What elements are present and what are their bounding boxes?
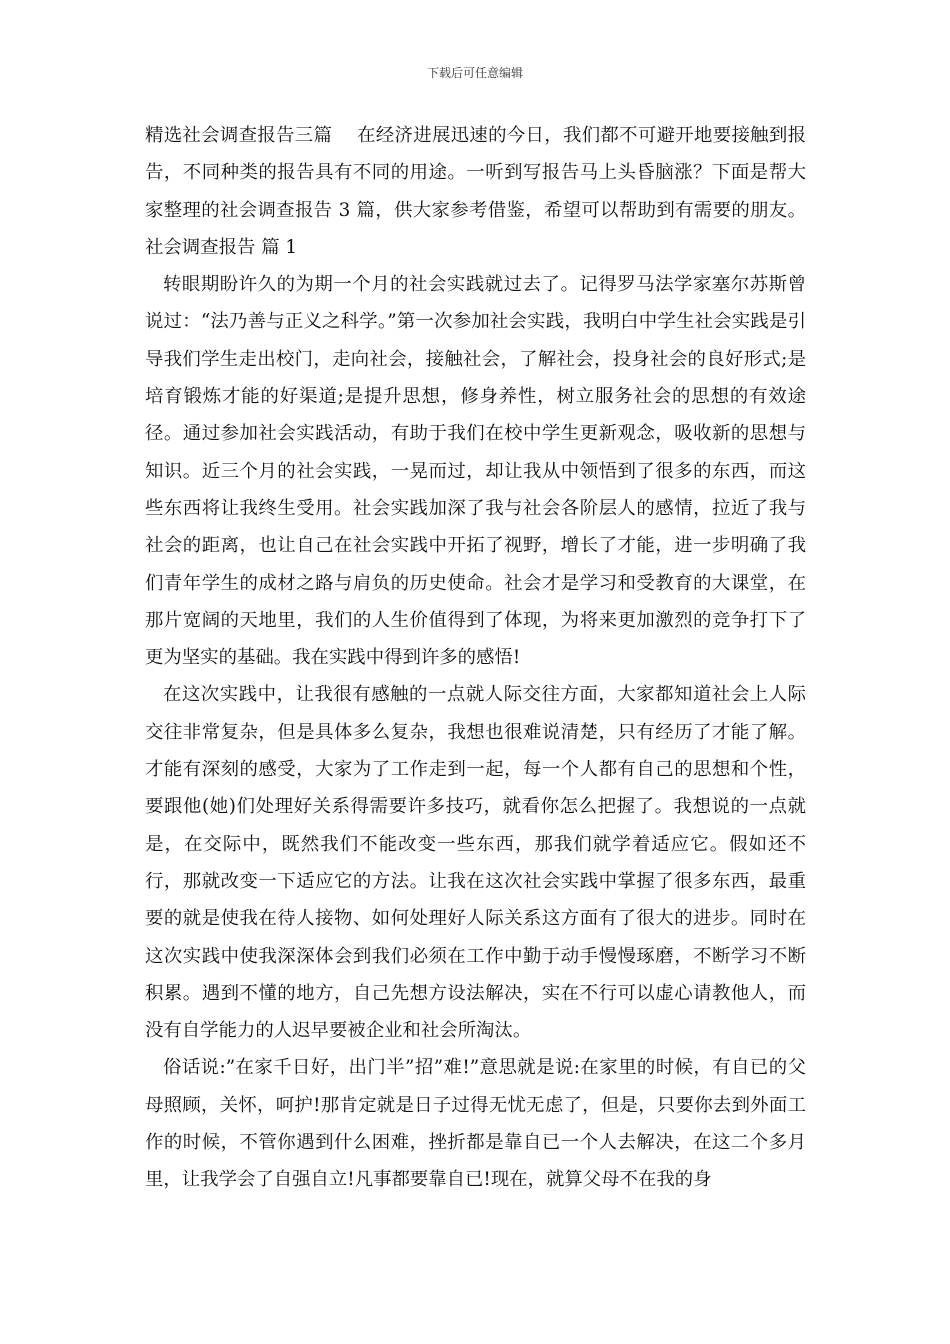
intro-paragraph: 精选社会调查报告三篇 在经济进展迅速的今日，我们都不可避开地要接触到报告，不同种类的报告具有不同的用途。一听到写报告马上头昏脑涨？下面是帮大家整理的社会调查报告 3 篇，供大家参考借鉴，希望可以帮助到有需要的朋友。社会调查报告 篇 1 (145, 125, 806, 258)
page-header: 下载后可任意编辑 (426, 66, 523, 80)
body-paragraph-1: 转眼期盼许久的为期一个月的社会实践就过去了。记得罗马法学家塞尔苏斯曾说过：“法乃善与正义之科学。”第一次参加社会实践，我明白中学生社会实践是引导我们学生走出校门，走向社会，接触社会，了解社会，投身社会的良好形式;是培育锻炼才能的好渠道;是提升思想，修身养性，树立服务社会的思想的有效途径。通过参加社会实践活动，有助于我们在校中学生更新观念，吸收新的思想与知识。近三个月的社会实践，一晃而过，却让我从中领悟到了很多的东西，而这些东西将让我终生受用。社会实践加深了我与社会各阶层人的感情，拉近了我与社会的距离，也让自己在社会实践中开拓了视野，增长了才能，进一步明确了我们青年学生的成材之路与肩负的历史使命。社会才是学习和受教育的大课堂，在那片宽阔的天地里，我们的人生价值得到了体现，为将来更加激烈的竞争打下了更为坚实的基础。我在实践中得到许多的感悟! (145, 274, 806, 669)
body-paragraph-2: 在这次实践中，让我很有感触的一点就人际交往方面，大家都知道社会上人际交往非常复杂，但是具体多么复杂，我想也很难说清楚，只有经历了才能了解。才能有深刻的感受，大家为了工作走到一起，每一个人都有自己的思想和个性，要跟他(她)们处理好关系得需要许多技巧，就看你怎么把握了。我想说的一点就是，在交际中，既然我们不能改变一些东西，那我们就学着适应它。假如还不行，那就改变一下适应它的方法。让我在这次社会实践中掌握了很多东西，最重要的就是使我在待人接物、如何处理好人际关系这方面有了很大的进步。同时在这次实践中使我深深体会到我们必须在工作中勤于动手慢慢琢磨，不断学习不断积累。遇到不懂的地方，自己先想方设法解决，实在不行可以虚心请教他人，而没有自学能力的人迟早要被企业和社会所淘汰。 (145, 684, 806, 1042)
document-body (145, 117, 806, 1199)
body-paragraph-3: 俗话说:”在家千日好，出门半”招”难!”意思就是说:在家里的时候，有自已的父母照顾，关怀，呵护!那肯定就是日子过得无忧无虑了，但是，只要你去到外面工作的时候，不管你遇到什么困难，挫折都是靠自已一个人去解决，在这二个多月里，让我学会了自强自立!凡事都要靠自已!现在，就算父母不在我的身 (145, 1057, 806, 1191)
